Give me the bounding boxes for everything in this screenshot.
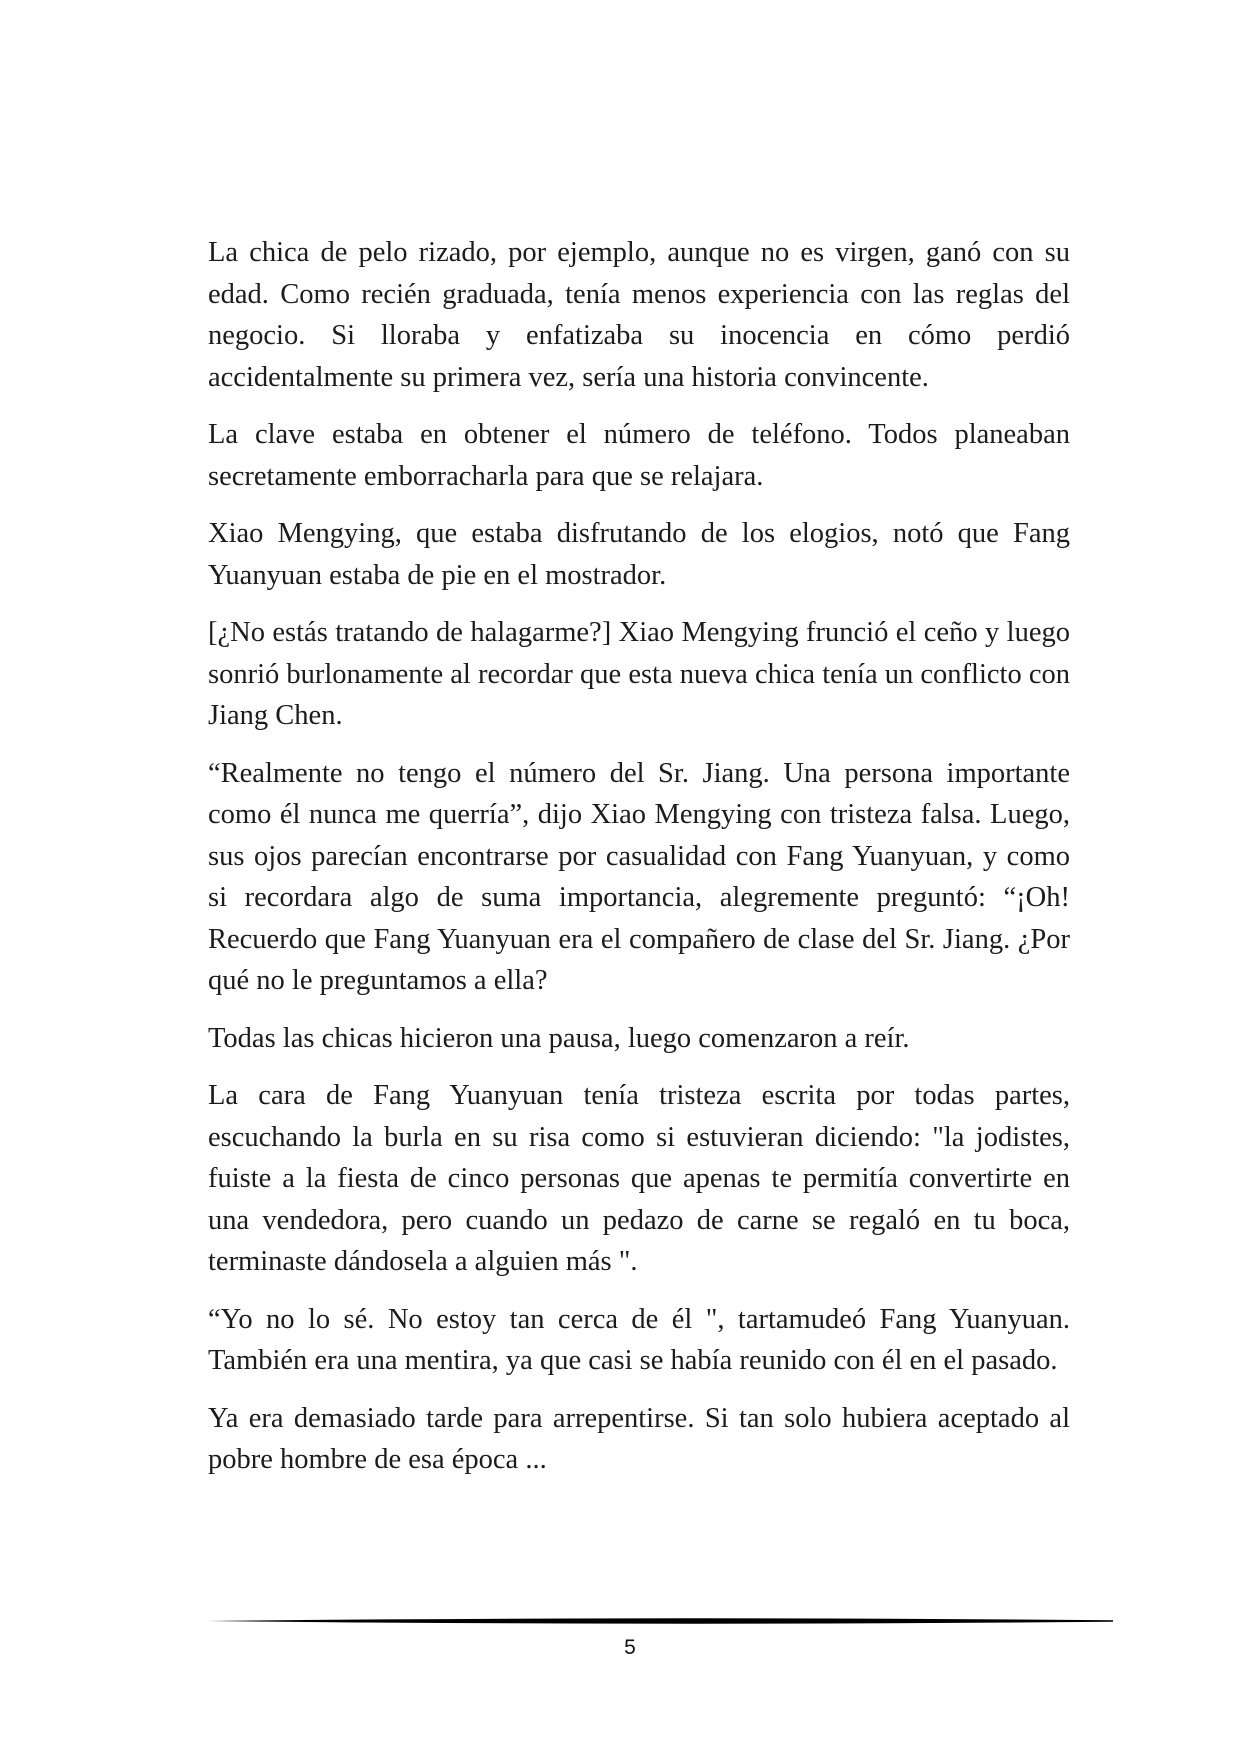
paragraph: Xiao Mengying, que estaba disfrutando de los elogios, notó que Fang Yuanyuan estaba de pie en el mostrador. [208,518,1070,591]
footer-rule [208,1616,1113,1626]
page-number: 5 [624,1636,636,1659]
paragraph: La cara de Fang Yuanyuan tenía tristeza escrita por todas partes, escuchando la burla en su risa como si estuvieran diciendo: "la jodistes, fuiste a la fiesta de cinco personas que apenas te permitía convertirte en una vendedora, pero cuando un pedazo de carne se regaló en tu boca, terminaste dándosela a alguien más ". [208,1080,1070,1277]
paragraph: Ya era demasiado tarde para arrepentirse. Si tan solo hubiera aceptado al pobre hombre de esa época ... [208,1402,1070,1475]
paragraph: “Realmente no tengo el número del Sr. Jiang. Una persona importante como él nunca me querría”, dijo Xiao Mengying con tristeza falsa. Luego, sus ojos parecían encontrarse por casualidad con Fang Yuanyuan, y como si recordara algo de suma importancia, alegremente preguntó: “¡Oh! Recuerdo que Fang Yuanyuan era el compañero de clase del Sr. Jiang. ¿Por qué no le preguntamos a ella? [208,757,1070,996]
paragraph: La clave estaba en obtener el número de teléfono. Todos planeaban secretamente emborracharla para que se relajara. [208,419,1070,492]
paragraph: La chica de pelo rizado, por ejemplo, aunque no es virgen, ganó con su edad. Como recién graduada, tenía menos experiencia con las reglas del negocio. Si lloraba y enfatizaba su inocencia en cómo perdió accidentalmente su primera vez, sería una historia convincente. [208,237,1070,393]
paragraph: “Yo no lo sé. No estoy tan cerca de él ", tartamudeó Fang Yuanyuan. También era una mentira, ya que casi se había reunido con él en el pasado. [208,1303,1070,1376]
body-text [208,232,1070,1497]
paragraph: [¿No estás tratando de halagarme?] Xiao Mengying frunció el ceño y luego sonrió burlonamente al recordar que esta nueva chica tenía un conflicto con Jiang Chen. [208,617,1070,731]
paragraph: Todas las chicas hicieron una pausa, luego comenzaron a reír. [208,1022,910,1054]
footer-rule-shape [208,1618,1113,1623]
